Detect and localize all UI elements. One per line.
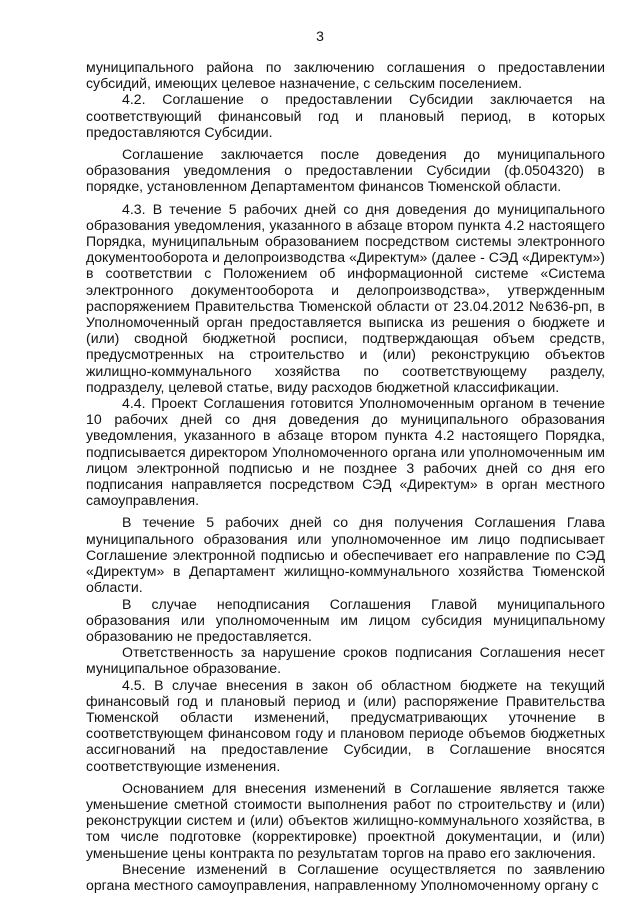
paragraph-grounds-for-changes: Основанием для внесения изменений в Соглашение является также уменьшение сметной стоимости выполнения работ по строительству и (или) реконструкции систем и (или) объектов жилищно-коммунального хозяйства, в том числе подготовке (корректировке) проектной документации, и (или) уменьшение цены контракта по результатам торгов на право его заключения. <box>86 779 605 861</box>
paragraph-non-signing: В случае неподписания Соглашения Главой муниципального образования или уполномоченным им лицом субсидия муниципальному образованию не предоставляется. <box>86 595 605 644</box>
paragraph-4-5: 4.5. В случае внесения в закон об областном бюджете на текущий финансовый год и плановый период и (или) распоряжение Правительства Тюменской области изменений, предусматривающих уточнение в соответствующем финансовом году и плановом периоде объемов бюджетных ассигнований на предоставление Субсидии, в Соглашение вносятся соответствующие изменения. <box>86 676 605 774</box>
paragraph-agreement-conclusion: Соглашение заключается после доведения до муниципального образования уведомления о предоставлении Субсидии (ф.0504320) в порядке, установленном Департаментом финансов Тюменской области. <box>86 146 605 195</box>
paragraph-4-2: 4.2. Соглашение о предоставлении Субсидии заключается на соответствующий финансовый год и плановый период, в которых предоставляются Субсидии. <box>86 91 605 140</box>
paragraph-signing: В течение 5 рабочих дней со дня получения Соглашения Глава муниципального образования или уполномоченное им лицо подписывает Соглашение электронной подписью и обеспечивает его направление по СЭД «Директум» в Департамент жилищно-коммунального хозяйства Тюменской области. <box>86 514 605 596</box>
paragraph-4-3: 4.3. В течение 5 рабочих дней со дня доведения до муниципального образования уведомления, указанного в абзаце втором пункта 4.2 настоящего Порядка, муниципальным образованием посредством системы электронного документооборота и делопроизводства «Директум» (далее - СЭД «Директум») в соответствии с Положением об информационной системе «Система электронного документооборота и делопроизводства», утвержденным распоряжением Правительства Тюменской области от 23.04.2012 №636-рп, в Уполномоченный орган предоставляется выписка из решения о бюджете и (или) сводной бюджетной росписи, подтверждающая объем средств, предусмотренных на строительство и (или) реконструкцию объектов жилищно-коммунального хозяйства по соответствующему разделу, подразделу, целевой статье, виду расходов бюджетной классификации. <box>86 200 605 395</box>
paragraph-changes-procedure: Внесение изменений в Соглашение осуществляется по заявлению органа местного самоуправления, направленному Уполномоченному органу с <box>86 860 605 893</box>
document-body <box>86 59 605 893</box>
paragraph-continuation: муниципального района по заключению соглашения о предоставлении субсидий, имеющих целевое назначение, с сельским поселением. <box>86 59 605 92</box>
paragraph-4-4: 4.4. Проект Соглашения готовится Уполномоченным органом в течение 10 рабочих дней со дня доведения до муниципального образования уведомления, указанного в абзаце втором пункта 4.2 настоящего Порядка, подписывается директором Уполномоченного органа или уполномоченным им лицом электронной подписью и не позднее 3 рабочих дней со дня его подписания направляется посредством СЭД «Директум» в орган местного самоуправления. <box>86 395 605 509</box>
page-number: 3 <box>316 28 324 44</box>
paragraph-responsibility: Ответственность за нарушение сроков подписания Соглашения несет муниципальное образование. <box>86 644 605 677</box>
